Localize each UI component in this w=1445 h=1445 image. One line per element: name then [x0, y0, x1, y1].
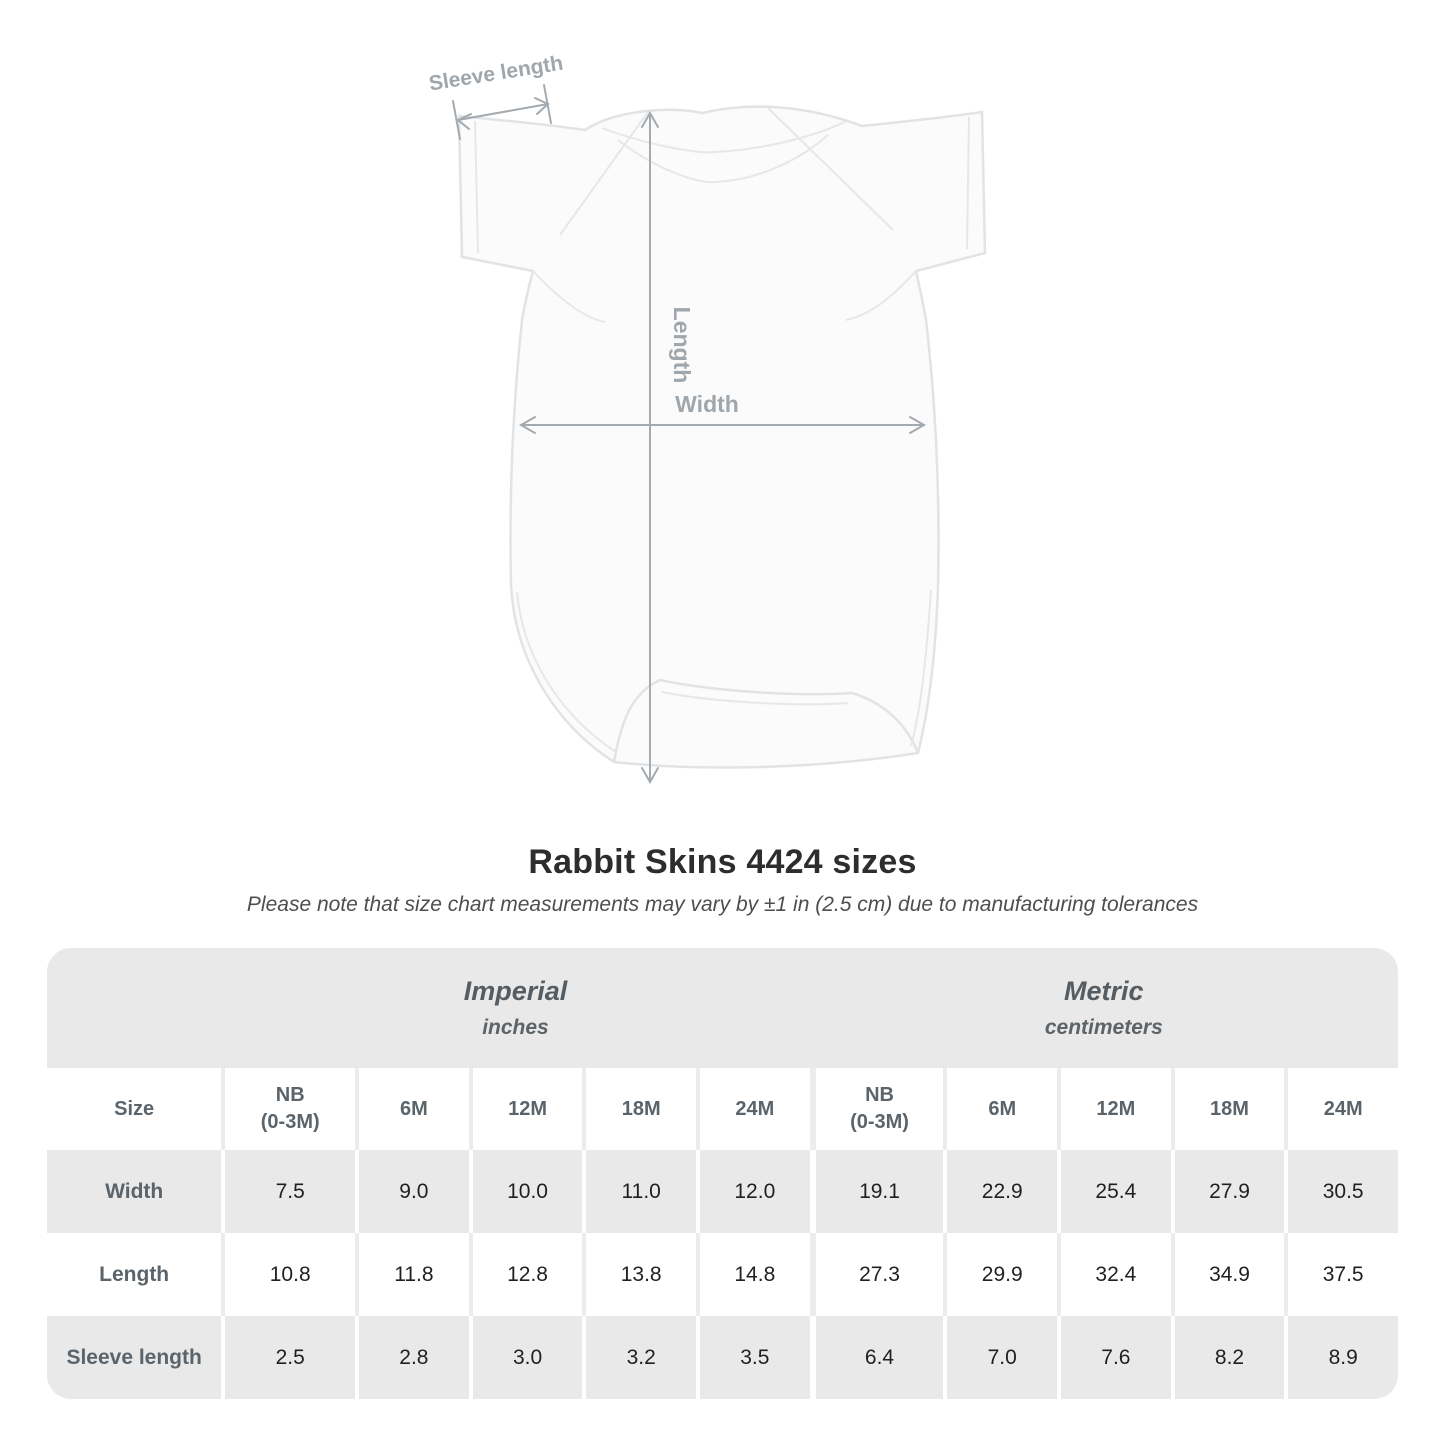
column-header — [355, 1068, 469, 1150]
table-cell: 9.0 — [355, 1150, 469, 1233]
table-cell: 3.0 — [469, 1316, 583, 1399]
table-cell: 25.4 — [1057, 1150, 1171, 1233]
column-header — [696, 1068, 810, 1150]
table-cell: 3.2 — [582, 1316, 696, 1399]
column-header — [943, 1068, 1057, 1150]
size-column-header: Size — [47, 1068, 221, 1150]
column-header-line: 12M — [1096, 1097, 1136, 1120]
column-header-line: 18M — [621, 1097, 661, 1120]
column-header-line: 18M — [1210, 1097, 1249, 1120]
table-cell: 11.8 — [355, 1233, 469, 1316]
column-header — [810, 1068, 944, 1150]
metric-unit: centimeters — [1044, 1016, 1163, 1039]
table-cell: 7.6 — [1057, 1316, 1171, 1399]
table-cell: 2.5 — [221, 1316, 355, 1399]
table-cell: 2.8 — [355, 1316, 469, 1399]
length-label: Length — [669, 306, 695, 384]
row-label: Length — [47, 1233, 221, 1316]
column-header-line: 24M — [1323, 1097, 1363, 1120]
imperial-label: Imperial — [463, 976, 568, 1006]
table-cell: 6.4 — [810, 1316, 944, 1399]
column-header-row — [47, 1068, 1398, 1150]
row-label: Sleeve length — [47, 1316, 221, 1399]
table-cell: 10.0 — [469, 1150, 583, 1233]
table-cell: 27.3 — [810, 1233, 944, 1316]
table-cell: 32.4 — [1057, 1233, 1171, 1316]
table-cell: 34.9 — [1171, 1233, 1285, 1316]
table-cell: 11.0 — [582, 1150, 696, 1233]
column-header-line: NB — [865, 1084, 894, 1106]
column-header — [469, 1068, 583, 1150]
width-label: Width — [675, 391, 739, 417]
table-cell: 7.5 — [221, 1150, 355, 1233]
table-cell: 37.5 — [1284, 1233, 1398, 1316]
column-header — [221, 1068, 355, 1150]
table-cell: 8.2 — [1171, 1316, 1285, 1399]
table-cell: 13.8 — [582, 1233, 696, 1316]
column-header-line: NB — [275, 1084, 305, 1106]
unit-band-corner — [47, 948, 221, 1068]
column-header-line: 12M — [508, 1097, 547, 1120]
table-cell: 30.5 — [1284, 1150, 1398, 1233]
size-table — [47, 948, 1398, 1399]
table-cell: 8.9 — [1284, 1316, 1398, 1399]
column-header-line: 6M — [988, 1097, 1017, 1120]
column-header-line: 24M — [735, 1097, 775, 1120]
column-header — [582, 1068, 696, 1150]
column-header — [1057, 1068, 1171, 1150]
table-cell: 10.8 — [221, 1233, 355, 1316]
table-cell: 27.9 — [1171, 1150, 1285, 1233]
onesie-body — [459, 107, 985, 768]
column-header-line: (0-3M) — [850, 1111, 909, 1133]
table-row — [47, 1150, 1398, 1233]
table-row — [47, 1233, 1398, 1316]
unit-band-row — [47, 948, 1398, 1068]
column-header-line: (0-3M) — [260, 1111, 320, 1133]
table-row — [47, 1316, 1398, 1399]
page-title: Rabbit Skins 4424 sizes — [528, 843, 917, 881]
table-cell: 12.0 — [696, 1150, 810, 1233]
row-label: Width — [47, 1150, 221, 1233]
table-cell: 14.8 — [696, 1233, 810, 1316]
imperial-unit: inches — [482, 1016, 549, 1039]
metric-label: Metric — [1064, 976, 1144, 1006]
table-cell: 22.9 — [943, 1150, 1057, 1233]
imperial-group-header — [221, 948, 809, 1068]
table-cell: 19.1 — [810, 1150, 944, 1233]
column-header-line: 6M — [400, 1097, 428, 1120]
table-cell: 7.0 — [943, 1316, 1057, 1399]
size-table-wrap — [47, 948, 1398, 1399]
column-header — [1284, 1068, 1398, 1150]
column-header — [1171, 1068, 1285, 1150]
metric-group-header — [810, 948, 1398, 1068]
tolerance-note: Please note that size chart measurements may vary by ±1 in (2.5 cm) due to manufacturing tolerances — [246, 893, 1199, 916]
table-cell: 12.8 — [469, 1233, 583, 1316]
table-cell: 29.9 — [943, 1233, 1057, 1316]
table-cell: 3.5 — [696, 1316, 810, 1399]
sleeve-length-label: Sleeve length — [427, 51, 565, 96]
